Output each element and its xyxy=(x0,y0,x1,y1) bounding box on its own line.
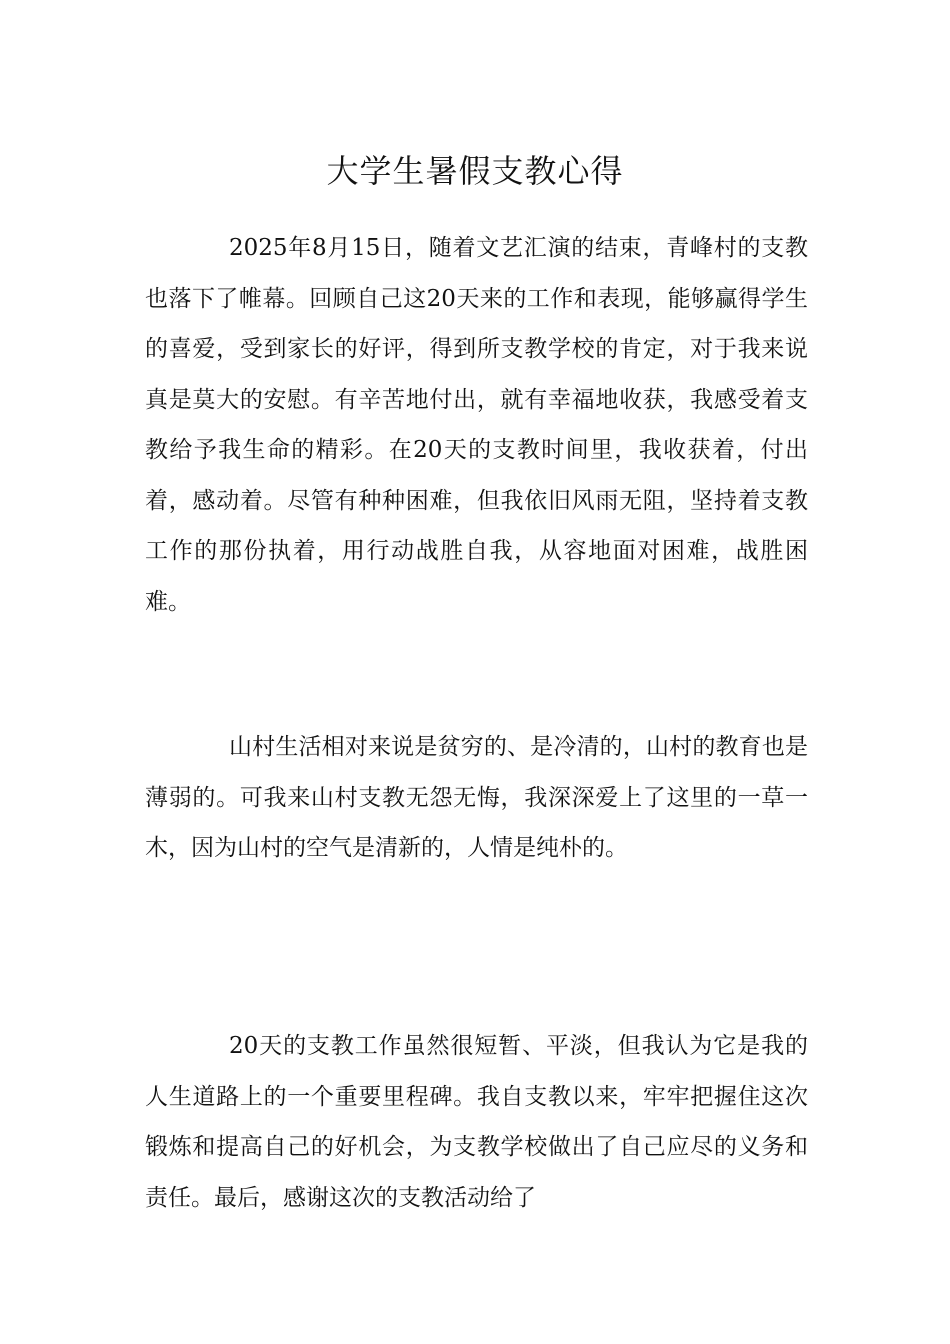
paragraph-2: 山村生活相对来说是贫穷的、是冷清的，山村的教育也是薄弱的。可我来山村支教无怨无悔，我深深爱上了这里的一草一木，因为山村的空气是清新的，人情是纯朴的。 xyxy=(145,734,808,861)
document-title: 大学生暑假支教心得 xyxy=(326,152,624,191)
paragraph-1: 2025年8月15日，随着文艺汇演的结束，青峰村的支教也落下了帷幕。回顾自己这20天来的工作和表现，能够赢得学生的喜爱，受到家长的好评，得到所支教学校的肯定，对于我来说真是莫大的安慰。有辛苦地付出，就有幸福地收获，我感受着支教给予我生命的精彩。在20天的支教时间里，我收获着，付出着，感动着。尽管有种种困难，但我依旧风雨无阻，坚持着支教工作的那份执着，用行动战胜自我，从容地面对困难，战胜困难。 xyxy=(145,235,808,615)
paragraph-3: 20天的支教工作虽然很短暂、平淡，但我认为它是我的人生道路上的一个重要里程碑。我自支教以来，牢牢把握住这次锻炼和提高自己的好机会，为支教学校做出了自己应尽的义务和责任。最后，感谢这次的支教活动给了 xyxy=(145,1033,808,1211)
